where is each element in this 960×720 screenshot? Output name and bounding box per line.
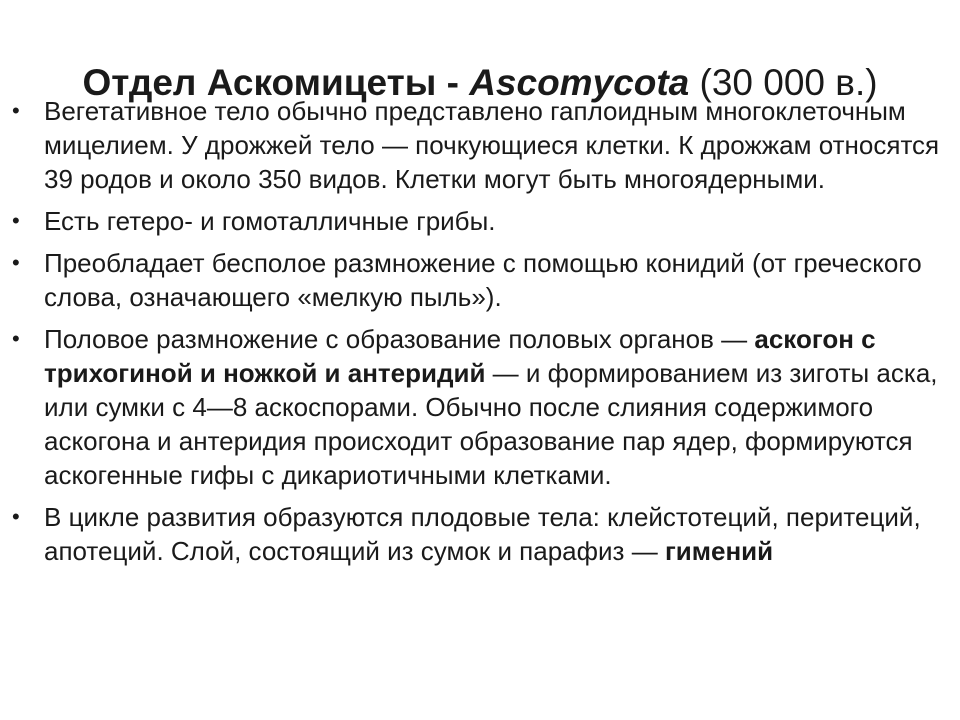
bullet-text: Преобладает бесполое размножение с помощью конидий (от греческого слова, означающего «мелкую пыль»).	[44, 248, 922, 312]
bullet-item	[0, 500, 960, 568]
bullet-item	[0, 246, 960, 314]
bullet-text-bold: аскогон с трихогиной и ножкой и антеридий	[44, 324, 876, 388]
bullet-dot-icon: •	[12, 98, 20, 123]
bullet-text: Есть гетеро- и гомоталличные грибы.	[44, 206, 496, 236]
bullet-item	[0, 94, 960, 196]
bullet-item	[0, 322, 960, 492]
bullet-list	[0, 94, 960, 576]
title-latin-name: Ascomycota	[469, 61, 690, 103]
bullet-item	[0, 204, 960, 238]
bullet-text-after: — и формированием из зиготы аска, или сумки с 4—8 аскоспорами. Обычно после слияния содержимого аскогона и антеридия происходит образование пар ядер, формируются аскогенные гифы с дикариотичными клетками.	[44, 358, 938, 490]
bullet-text-before: В цикле развития образуются плодовые тела: клейстотеций, перитеций, апотеций. Слой, состоящий из сумок и парафиз —	[44, 502, 921, 566]
bullet-text	[44, 324, 938, 490]
bullet-text-before: Половое размножение с образование половых органов —	[44, 324, 755, 354]
bullet-dot-icon: •	[12, 208, 20, 233]
bullet-text-bold: гимений	[664, 536, 774, 566]
title-main: Отдел Аскомицеты -	[82, 61, 470, 103]
title-species-count: (30 000 в.)	[689, 61, 878, 103]
bullet-dot-icon: •	[12, 250, 20, 275]
bullet-dot-icon: •	[12, 326, 20, 351]
bullet-dot-icon: •	[12, 504, 20, 529]
bullet-text	[44, 502, 921, 566]
bullet-text: Вегетативное тело обычно представлено гаплоидным многоклеточным мицелием. У дрожжей тело — почкующиеся клетки. К дрожжам относятся 39 родов и около 350 видов. Клетки могут быть многоядерными.	[44, 96, 940, 194]
